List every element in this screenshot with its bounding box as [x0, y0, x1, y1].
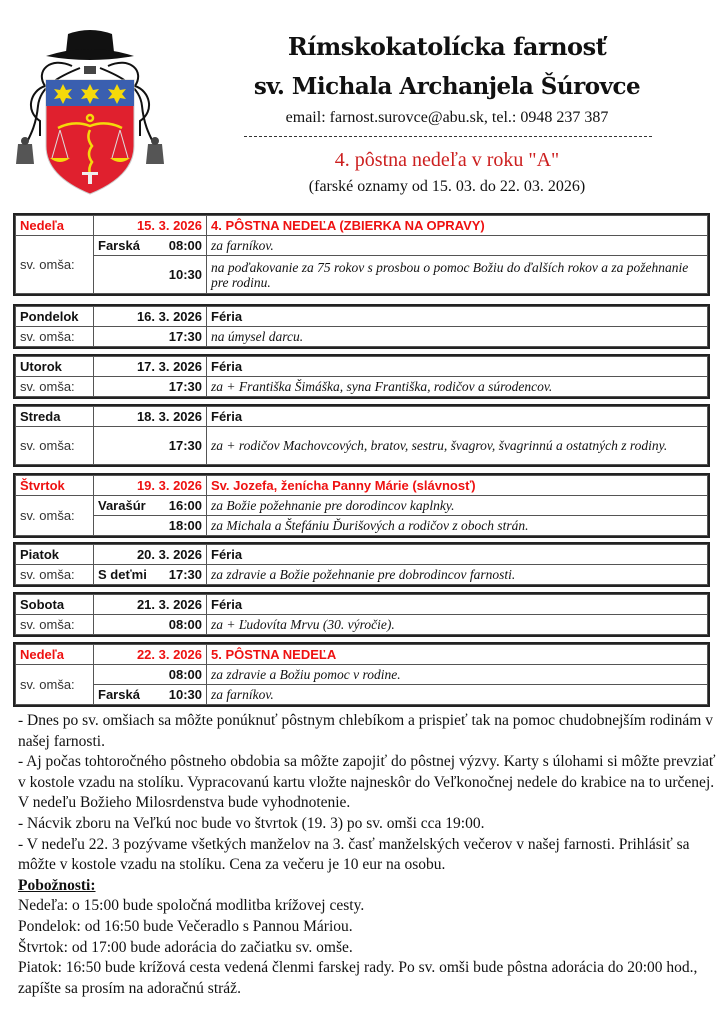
day-block [13, 592, 710, 637]
mass-time: 10:30 [168, 267, 202, 282]
mass-row [16, 665, 708, 685]
mass-time-cell [94, 496, 207, 516]
announcement-item: - Aj počas tohtoročného pôstneho obdobia sa môžte zapojiť do pôstnej výzvy. Karty s úlohami si môžte prevziať v kostole vzadu na stolíku. Vypracovanú kartu vložte najneskôr do Veľkonočnej nedele do krabice na to určenej. V nedeľu Božieho Milosrdenstva bude vyhodnotenie. [18, 753, 716, 812]
day-date: 17. 3. 2026 [94, 357, 207, 377]
devotion-item: Pondelok: od 16:50 bude Večeradlo s Pannou Máriou. [18, 917, 353, 935]
feast-name: Féria [207, 357, 708, 377]
feast-name: Sv. Jozefa, ženícha Panny Márie (slávnosť) [207, 476, 708, 496]
announcements [18, 711, 718, 999]
mass-row [16, 236, 708, 256]
mass-row [16, 427, 708, 465]
day-header-row [16, 357, 708, 377]
feast-name: Féria [207, 545, 708, 565]
day-name: Utorok [16, 357, 94, 377]
mass-intention: za Božie požehnanie pre dorodincov kaplnky. [207, 496, 708, 516]
mass-time-cell [94, 327, 207, 347]
day-header-row [16, 595, 708, 615]
devotion-item: Nedeľa: o 15:00 bude spoločná modlitba krížovej cesty. [18, 897, 365, 915]
mass-label: sv. omša: [16, 427, 94, 465]
announcement-item: - V nedeľu 22. 3 pozývame všetkých manželov na 3. časť manželských večerov v našej farnosti. Prihlásiť sa môžte v kostole vzadu na stolíku. Cena za večeru je 10 eur na osobu. [18, 835, 690, 874]
mass-time: 18:00 [168, 518, 202, 533]
mass-label: sv. omša: [16, 496, 94, 536]
mass-celebrant-group: Farská [98, 687, 140, 702]
feast-name: Féria [207, 407, 708, 427]
day-header-row [16, 307, 708, 327]
mass-time: 08:00 [168, 617, 202, 632]
day-name: Pondelok [16, 307, 94, 327]
feast-name: 5. PÔSTNA NEDEĽA [207, 645, 708, 665]
day-date: 18. 3. 2026 [94, 407, 207, 427]
day-date: 22. 3. 2026 [94, 645, 207, 665]
mass-label: sv. omša: [16, 565, 94, 585]
devotions-heading: Pobožnosti: [18, 876, 96, 894]
mass-time-cell [94, 565, 207, 585]
day-date: 15. 3. 2026 [94, 216, 207, 236]
mass-intention: za Michala a Štefániu Ďurišových a rodičov z oboch strán. [207, 516, 708, 536]
announcement-item: - Nácvik zboru na Veľkú noc bude vo štvrtok (19. 3) po sv. omši cca 19:00. [18, 814, 485, 832]
day-header-row [16, 216, 708, 236]
mass-celebrant-group: Varašúr [98, 498, 146, 513]
day-block [13, 473, 710, 538]
mass-time-cell [94, 685, 207, 705]
divider [244, 136, 652, 137]
mass-row [16, 377, 708, 397]
day-date: 19. 3. 2026 [94, 476, 207, 496]
day-header-row [16, 476, 708, 496]
mass-intention: za + Ľudovíta Mrvu (30. výročie). [207, 615, 708, 635]
coat-of-arms-icon [10, 26, 170, 196]
parish-title: Rímskokatolícka farnosť [287, 32, 607, 61]
day-name: Streda [16, 407, 94, 427]
mass-time: 17:30 [168, 379, 202, 394]
day-date: 20. 3. 2026 [94, 545, 207, 565]
mass-intention: za farníkov. [207, 685, 708, 705]
devotion-item: Piatok: 16:50 bude krížová cesta vedená členmi farskej rady. Po sv. omši bude pôstna adorácia do 20:00 hod., zapíšte sa prosím na adoračnú stráž. [18, 959, 698, 997]
day-block [13, 542, 710, 587]
feast-name: Féria [207, 595, 708, 615]
week-title: 4. pôstna nedeľa v roku "A" [334, 149, 560, 171]
day-name: Nedeľa [16, 216, 94, 236]
mass-time: 08:00 [168, 238, 202, 253]
date-range: (farské oznamy od 15. 03. do 22. 03. 2026) [308, 178, 586, 195]
mass-row [16, 516, 708, 536]
mass-time-cell [94, 256, 207, 294]
day-block [13, 354, 710, 399]
mass-time: 08:00 [168, 667, 202, 682]
mass-label: sv. omša: [16, 327, 94, 347]
mass-row [16, 685, 708, 705]
mass-time: 10:30 [168, 687, 202, 702]
mass-label: sv. omša: [16, 377, 94, 397]
mass-celebrant-group: S deťmi [98, 567, 147, 582]
day-header-row [16, 407, 708, 427]
mass-time-cell [94, 615, 207, 635]
day-block [13, 213, 710, 296]
mass-time: 17:30 [168, 329, 202, 344]
mass-label: sv. omša: [16, 236, 94, 294]
mass-time-cell [94, 665, 207, 685]
feast-name: Féria [207, 307, 708, 327]
day-date: 16. 3. 2026 [94, 307, 207, 327]
day-block [13, 642, 710, 707]
day-header-row [16, 545, 708, 565]
mass-intention: na úmysel darcu. [207, 327, 708, 347]
mass-row [16, 565, 708, 585]
day-date: 21. 3. 2026 [94, 595, 207, 615]
mass-row [16, 327, 708, 347]
mass-intention: za zdravie a Božiu pomoc v rodine. [207, 665, 708, 685]
mass-time: 17:30 [168, 567, 202, 582]
mass-intention: za + Františka Šimáška, syna Františka, rodičov a súrodencov. [207, 377, 708, 397]
mass-intention: za + rodičov Machovcových, bratov, sestru, švagrov, švagrinnú a ostatných z rodiny. [207, 427, 708, 465]
mass-label: sv. omša: [16, 615, 94, 635]
mass-intention: na poďakovanie za 75 rokov s prosbou o pomoc Božiu do ďalších rokov a za požehnanie pre rodinu. [207, 256, 708, 294]
day-name: Štvrtok [16, 476, 94, 496]
day-header-row [16, 645, 708, 665]
contact-info: email: farnost.surovce@abu.sk, tel.: 0948 237 387 [285, 109, 609, 126]
devotion-item: Štvrtok: od 17:00 bude adorácia do začiatku sv. omše. [18, 938, 353, 956]
mass-intention: za zdravie a Božie požehnanie pre dobrodincov farnosti. [207, 565, 708, 585]
day-name: Piatok [16, 545, 94, 565]
mass-intention: za farníkov. [207, 236, 708, 256]
mass-time: 16:00 [168, 498, 202, 513]
mass-time-cell [94, 377, 207, 397]
mass-time-cell [94, 516, 207, 536]
day-name: Nedeľa [16, 645, 94, 665]
mass-celebrant-group: Farská [98, 238, 140, 253]
mass-row [16, 256, 708, 294]
mass-label: sv. omša: [16, 665, 94, 705]
mass-time-cell [94, 236, 207, 256]
mass-row [16, 496, 708, 516]
mass-time: 17:30 [168, 438, 202, 453]
feast-name: 4. PÔSTNA NEDEĽA (ZBIERKA NA OPRAVY) [207, 216, 708, 236]
announcement-item: - Dnes po sv. omšiach sa môžte ponúknuť pôstnym chlebíkom a prispieť tak na pomoc chudobnejším rodinám v našej farnosti. [18, 712, 713, 750]
day-name: Sobota [16, 595, 94, 615]
parish-subtitle: sv. Michala Archanjela Šúrovce [253, 73, 641, 100]
day-block [13, 304, 710, 349]
day-block [13, 404, 710, 467]
mass-row [16, 615, 708, 635]
mass-time-cell [94, 427, 207, 465]
